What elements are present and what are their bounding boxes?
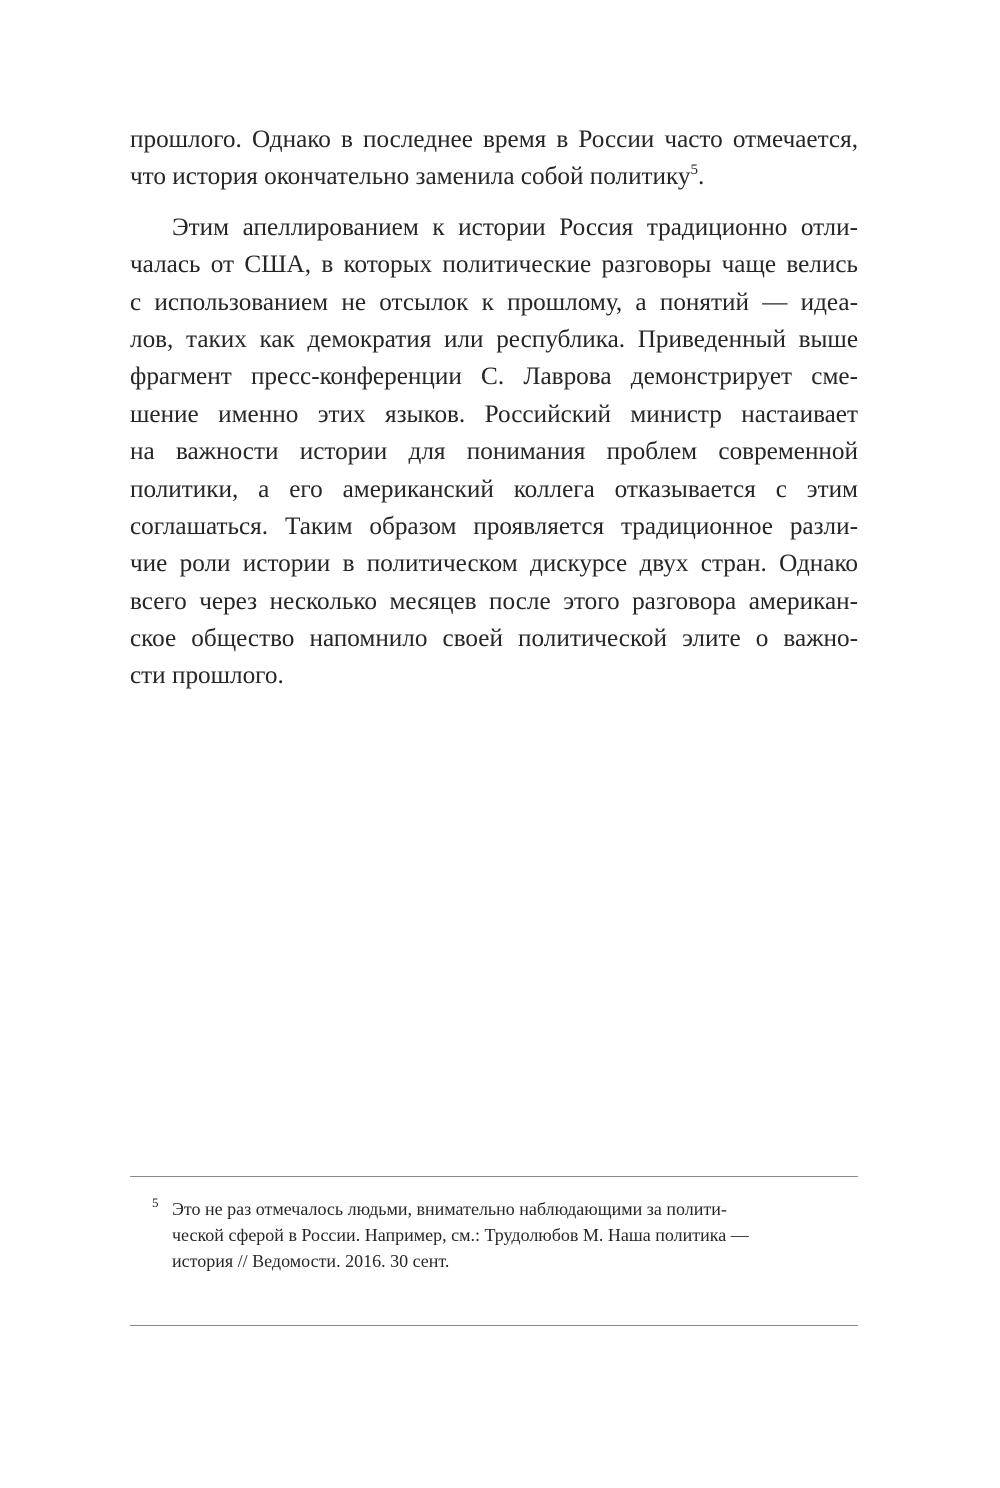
- text-line: [130, 158, 858, 195]
- text-line: политики, а его американский коллега отказывается с этим: [130, 475, 858, 503]
- main-text: [130, 121, 858, 695]
- text-line: соглашаться. Таким образом проявляется традиционное разли-: [130, 512, 858, 540]
- footnote-line: история // Ведомости. 2016. 30 сент.: [172, 1251, 450, 1271]
- text-line: сти прошлого.: [130, 662, 284, 690]
- paragraph-gap: [130, 196, 858, 209]
- text-line: шение именно этих языков. Российский министр настаивает: [130, 400, 858, 428]
- text-line: лов, таких как демократия или республика. Приведенный выше: [130, 325, 858, 353]
- text-line: фрагмент пресс-конференции С. Лаврова демонстрирует сме-: [130, 363, 858, 391]
- text-line: прошлого. Однако в последнее время в России часто отмечается,: [130, 126, 858, 153]
- text-line: чие роли истории в политическом дискурсе двух стран. Однако: [130, 550, 858, 578]
- sentence-end: .: [698, 163, 705, 191]
- footnote-line: ческой сферой в России. Например, см.: Трудолюбов М. Наша политика —: [172, 1225, 749, 1245]
- bottom-rule: [130, 1325, 858, 1326]
- footnote-marker: 5: [152, 1195, 159, 1210]
- text-line: с использованием не отсылок к прошлому, а понятий — идеа-: [130, 288, 858, 316]
- text-line: чалась от США, в которых политические разговоры чаще велись: [130, 251, 858, 279]
- text-line: Этим апеллированием к истории Россия традиционно отли-: [172, 213, 858, 241]
- text-line-content: что история окончательно заменила собой политику: [130, 163, 691, 191]
- footnote-separator: [130, 1176, 858, 1177]
- footnote-reference[interactable]: 5: [690, 162, 699, 178]
- text-line: ское общество напомнило своей политической элите о важно-: [130, 625, 858, 653]
- text-line: на важности истории для понимания проблем современной: [130, 438, 858, 466]
- footnote-text: [172, 1196, 858, 1274]
- text-line: всего через несколько месяцев после этого разговора американ-: [130, 587, 858, 615]
- footnote-line: Это не раз отмечалось людьми, внимательно наблюдающими за полити-: [172, 1199, 727, 1219]
